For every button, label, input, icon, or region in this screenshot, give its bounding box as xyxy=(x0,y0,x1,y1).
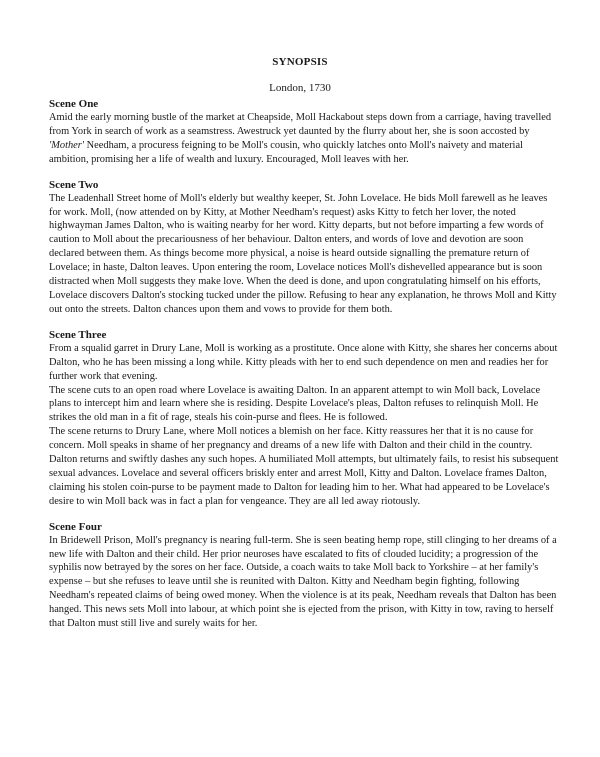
emphasis-text: 'Mother' xyxy=(49,139,85,151)
scene-four xyxy=(49,521,559,631)
scene-paragraph: The Leadenhall Street home of Moll's elderly but wealthy keeper, St. John Lovelace. He bids Moll farewell as he leaves for work. Moll, (now attended on by Kitty, at Mother Needham's request) asks Kitty to fetch her lover, the noted highwayman James Dalton, who is waiting nearby for her word. Kitty departs, but not before imparting a few words of caution to Moll about the precariousness of her behaviour. Dalton enters, and words of love and devotion are soon declared between them. As things become more physical, a noise is heard outside signalling the premature return of Lovelace; in haste, Dalton leaves. Upon entering the room, Lovelace notices Moll's dishevelled appearance but is soon distracted when Moll suggests they make love. When the deed is done, and upon congratulating himself on his efforts, Lovelace discovers Dalton's stocking tucked under the pillow. Refusing to hear any explanation, he throws Moll and Kitty out onto the streets. Dalton chances upon them and vows to provide for them both. xyxy=(49,192,557,315)
scene-heading: Scene One xyxy=(49,98,99,110)
scene-paragraph: From a squalid garret in Drury Lane, Moll is working as a prostitute. Once alone with Kitty, she shares her concerns about Dalton, who he has been missing a long while. Kitty pleads with her to end such dependence on men and readies her for further work that evening. xyxy=(49,342,558,382)
scene-paragraph: The scene returns to Drury Lane, where Moll notices a blemish on her face. Kitty reassures her that it is no cause for concern. Moll speaks in shame of her pregnancy and dreams of a new life with Dalton and their child in the country. Dalton returns and swiftly dashes any such hopes. A humiliated Moll attempts, but ultimately fails, to resist his subsequent sexual advances. Lovelace and several officers briskly enter and arrest Moll, Kitty and Dalton. Lovelace frames Dalton, claiming his stolen coin-purse to be payment made to Dalton for leading him to her. What had appeared to be Lovelace's desire to win Moll back was in fact a plan for vengeance. They are all led away riotously. xyxy=(49,426,559,507)
scene-three xyxy=(49,329,559,509)
scene-paragraph: The scene cuts to an open road where Lovelace is awaiting Dalton. In an apparent attempt to win Moll back, Lovelace plans to intercept him and learn where she is residing. Despite Lovelace's pleas, Dalton refuses to relinquish Moll. He strikes the old man in a fit of rage, steals his coin-purse and flees. He is followed. xyxy=(49,384,541,424)
paragraph-text: Amid the early morning bustle of the market at Cheapside, Moll Hackabout steps down from a carriage, having travelled from York in search of work as a seamstress. Awestruck yet daunted by the flurry about her, she is soon accosted by xyxy=(49,112,552,137)
scene-two xyxy=(49,179,559,317)
setting-subtitle: London, 1730 xyxy=(269,82,331,94)
scenes-list xyxy=(49,98,559,643)
scene-heading: Scene Three xyxy=(49,328,107,341)
scene-one xyxy=(49,98,559,167)
scene-paragraph xyxy=(49,111,559,167)
scene-heading: Scene Two xyxy=(49,178,99,191)
paragraph-text: Needham, a procuress feigning to be Moll's cousin, who quickly latches onto Moll's naivety and material ambition, promising her a life of wealth and luxury. Encouraged, Moll leaves with her. xyxy=(49,139,523,165)
scene-heading: Scene Four xyxy=(49,520,102,533)
page-title: SYNOPSIS xyxy=(272,56,328,68)
scene-paragraph: In Bridewell Prison, Moll's pregnancy is nearing full-term. She is seen beating hemp rope, still clinging to her dreams of a new life with Dalton and their child. Her prior neuroses have escalated to fits of clouded lucidity; a progression of the syphilis now betrayed by the sores on her face. Outside, a coach waits to take Moll back to Yorkshire – at her family's expense – but she refuses to leave until she is reunited with Dalton. Kitty and Needham begin fighting, following Needham's repeated claims of being owed money. When the violence is at its peak, Needham reveals that Dalton has been hanged. This news sets Moll into labour, at which point she is ejected from the prison, with Kitty in tow, raving to herself that Dalton must still live and surely waits for her. xyxy=(49,534,557,630)
